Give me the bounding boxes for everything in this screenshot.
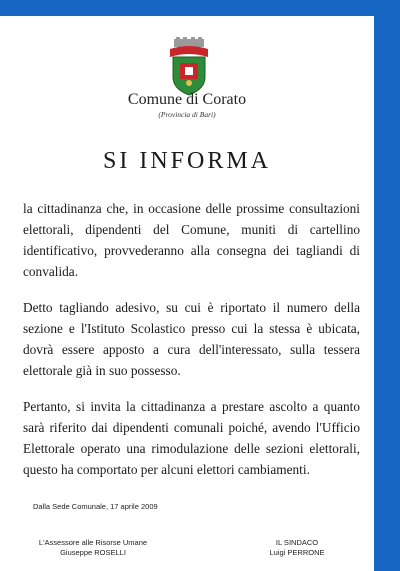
- top-border: [0, 0, 400, 16]
- paragraph-3: Pertanto, si invita la cittadinanza a prestare ascolto a quanto sarà riferito dai dipendenti comunali poiché, avendo l'Ufficio Elettorale operato una rimodulazione delle sezioni elettorali, questo ha comportato per alcuni elettori cambiamenti.: [23, 399, 360, 477]
- province-name: (Provincia di Bari): [158, 110, 216, 119]
- dateline: Dalla Sede Comunale, 17 aprile 2009: [33, 502, 158, 511]
- notice-headline: SI INFORMA: [102, 148, 272, 174]
- municipal-crest-icon: [168, 37, 210, 97]
- left-signatory-role: L'Assessore alle Risorse Umane: [38, 538, 148, 547]
- right-signatory-name: Luigi PERRONE: [269, 548, 325, 557]
- right-signatory-role: IL SINDACO: [275, 538, 319, 547]
- signature-block-right: [262, 538, 332, 558]
- paragraph-2: Detto tagliando adesivo, su cui è riportato il numero della sezione e l'Istituto Scolastico presso cui la stessa è ubicata, dovrà essere apposto a cura dell'interessato, sulla tessera elettorale già in suo possesso.: [23, 300, 360, 378]
- left-signatory-name: Giuseppe ROSELLI: [60, 548, 126, 557]
- right-border: [374, 0, 400, 571]
- notice-page: [0, 16, 374, 571]
- signature-block-left: [33, 538, 153, 558]
- paragraph-1: la cittadinanza che, in occasione delle prossime consultazioni elettorali, dipendenti del Comune, muniti di cartellino identificativo, provvederanno alla consegna dei tagliandi di convalida.: [23, 201, 360, 279]
- municipality-name: Comune di Corato: [127, 91, 247, 108]
